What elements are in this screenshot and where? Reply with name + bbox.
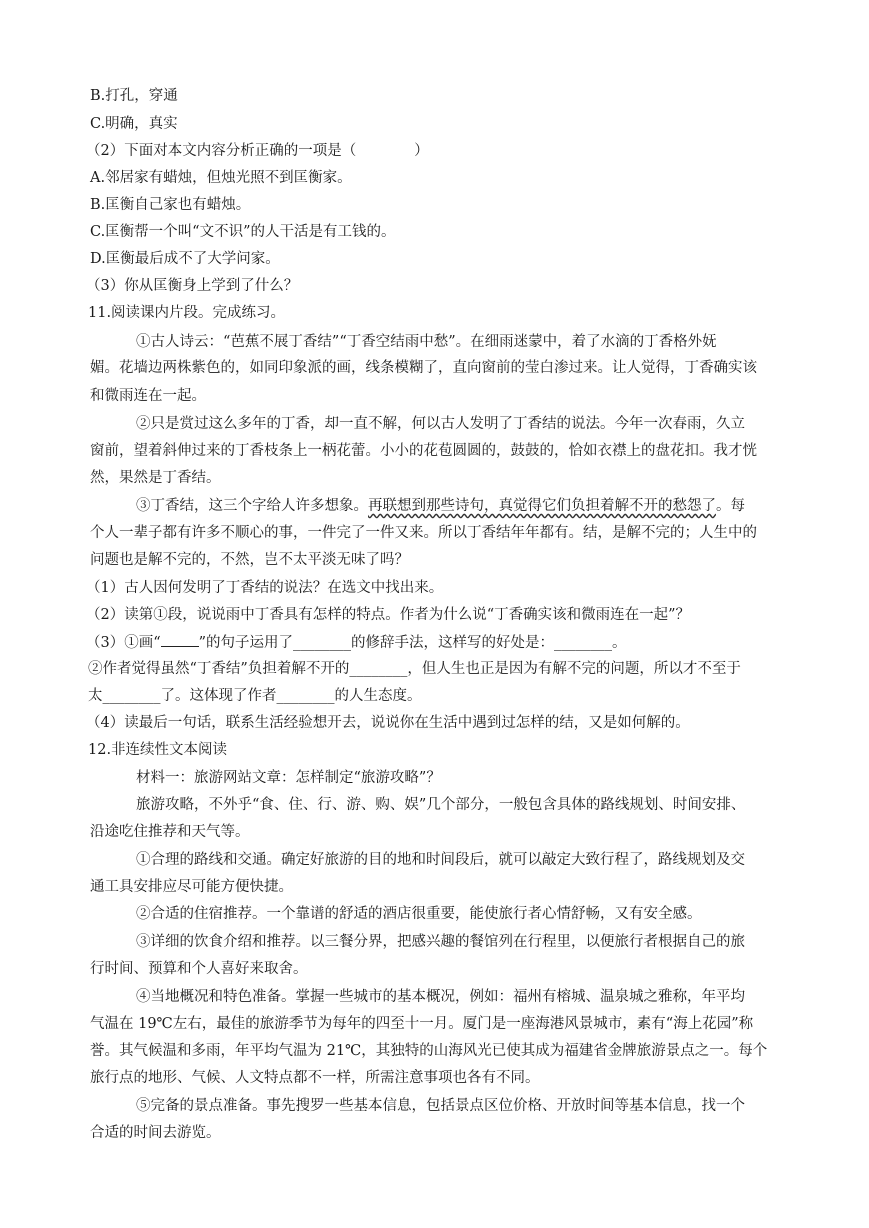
paragraph-text: ③丁香结，这三个字给人许多想象。: [136, 498, 368, 514]
paragraph-line: 沿途吃住推荐和天气等。: [90, 824, 250, 840]
paragraph-line: 通工具安排应尽可能方便快捷。: [90, 879, 293, 895]
question-text: ”的句子运用了________的修辞手法，这样写的好处是：________。: [198, 635, 627, 651]
sub-question-3: [86, 632, 627, 653]
paragraph-line: 旅游攻略，不外乎“食、住、行、游、购、娱”几个部分，一般包含具体的路线规划、时间安排、: [136, 797, 746, 813]
option-b: B.打孔，穿通: [90, 88, 178, 104]
question-12-heading: 12.非连续性文本阅读: [88, 742, 228, 758]
paragraph-line: ⑤完备的景点准备。事先搜罗一些基本信息，包括景点区位价格、开放时间等基本信息，找一个: [136, 1098, 745, 1114]
paragraph-line: ①古人诗云：“芭蕉不展丁香结”“丁香空结雨中愁”。在细雨迷蒙中，着了水滴的丁香格外妩: [136, 334, 717, 350]
sub-question-1: （1）古人因何发明了丁香结的说法？在选文中找出来。: [86, 580, 444, 596]
underline-mark: [161, 632, 199, 647]
material-title: 材料一：旅游网站文章：怎样制定“旅游攻略”？: [136, 770, 441, 786]
paragraph-line: 然，果然是丁香结。: [90, 470, 221, 486]
question-3: （3）你从匡衡身上学到了什么？: [86, 278, 299, 294]
option-d: D.匡衡最后成不了大学问家。: [90, 251, 280, 267]
paragraph-text: 。每: [716, 498, 745, 514]
paragraph-line: ②只是赏过这么多年的丁香，却一直不解，何以古人发明了丁香结的说法。今年一次春雨，久立: [136, 416, 745, 432]
paragraph-line: ①合理的路线和交通。确定好旅游的目的地和时间段后，就可以敲定大致行程了，路线规划及交: [136, 852, 745, 868]
sub-question-3-part-2: ②作者觉得虽然“丁香结”负担着解不开的________，但人生也正是因为有解不完的问题，所以才不至于: [88, 661, 741, 677]
paragraph-line: ④当地概况和特色准备。掌握一些城市的基本概况，例如：福州有榕城、温泉城之雅称，年平均: [136, 989, 745, 1005]
paragraph-line: 气温在 19℃左右，最佳的旅游季节为每年的四至十一月。厦门是一座海港风景城市，素有“海上花园”称: [90, 1016, 754, 1032]
paragraph-line: 媚。花墙边两株紫色的，如同印象派的画，线条模糊了，直向窗前的莹白渗过来。让人觉得，丁香确实该: [90, 360, 757, 376]
paragraph-line: 窗前，望着斜伸过来的丁香枝条上一柄花蕾。小小的花苞圆圆的，鼓鼓的，恰如衣襟上的盘花扣。我才恍: [90, 443, 757, 459]
paragraph-line: ③详细的饮食介绍和推荐。以三餐分界，把感兴趣的餐馆列在行程里，以便旅行者根据自己的旅: [136, 934, 745, 950]
paragraph-line: 个人一辈子都有许多不顺心的事，一件完了一件又来。所以丁香结年年都有。结，是解不完的；人生中的: [90, 525, 757, 541]
paragraph-line: 合适的时间去游览。: [90, 1125, 221, 1141]
paragraph-line: 和微雨连在一起。: [90, 388, 206, 404]
sub-question-3-part-2: 太________了。这体现了作者________的人生态度。: [88, 688, 422, 704]
question-2: （2）下面对本文内容分析正确的一项是（ ）: [86, 143, 429, 159]
sub-question-4: （4）读最后一句话，联系生活经验想开去，说说你在生活中遇到过怎样的结，又是如何解的。: [86, 715, 690, 731]
paragraph-line: ②合适的住宿推荐。一个靠谱的舒适的酒店很重要，能使旅行者心情舒畅，又有安全感。: [136, 906, 702, 922]
question-11-heading: 11.阅读课内片段。完成练习。: [88, 305, 286, 321]
sub-question-2: （2）读第①段，说说雨中丁香具有怎样的特点。作者为什么说“丁香确实该和微雨连在一起”？: [86, 607, 691, 623]
option-b: B.匡衡自己家也有蜡烛。: [90, 197, 251, 213]
paragraph-line: [136, 496, 745, 516]
wavy-underlined-sentence: 再联想到那些诗句，真觉得它们负担着解不开的愁怨了: [368, 498, 716, 514]
option-a: A.邻居家有蜡烛，但烛光照不到匡衡家。: [90, 170, 352, 186]
question-text: （3）①画“: [86, 635, 161, 651]
paragraph-line: 行时间、预算和个人喜好来取舍。: [90, 961, 308, 977]
option-c: C.匡衡帮一个叫“文不识”的人干活是有工钱的。: [90, 224, 396, 240]
paragraph-line: 问题也是解不完的，不然，岂不太平淡无味了吗？: [90, 552, 409, 568]
paragraph-line: 誉。其气候温和多雨，年平均气温为 21℃，其独特的山海风光已使其成为福建省金牌旅游景点之一。每个: [90, 1043, 768, 1059]
paragraph-line: 旅行点的地形、气候、人文特点都不一样，所需注意事项也各有不同。: [90, 1070, 540, 1086]
option-c: C.明确，真实: [90, 116, 178, 132]
